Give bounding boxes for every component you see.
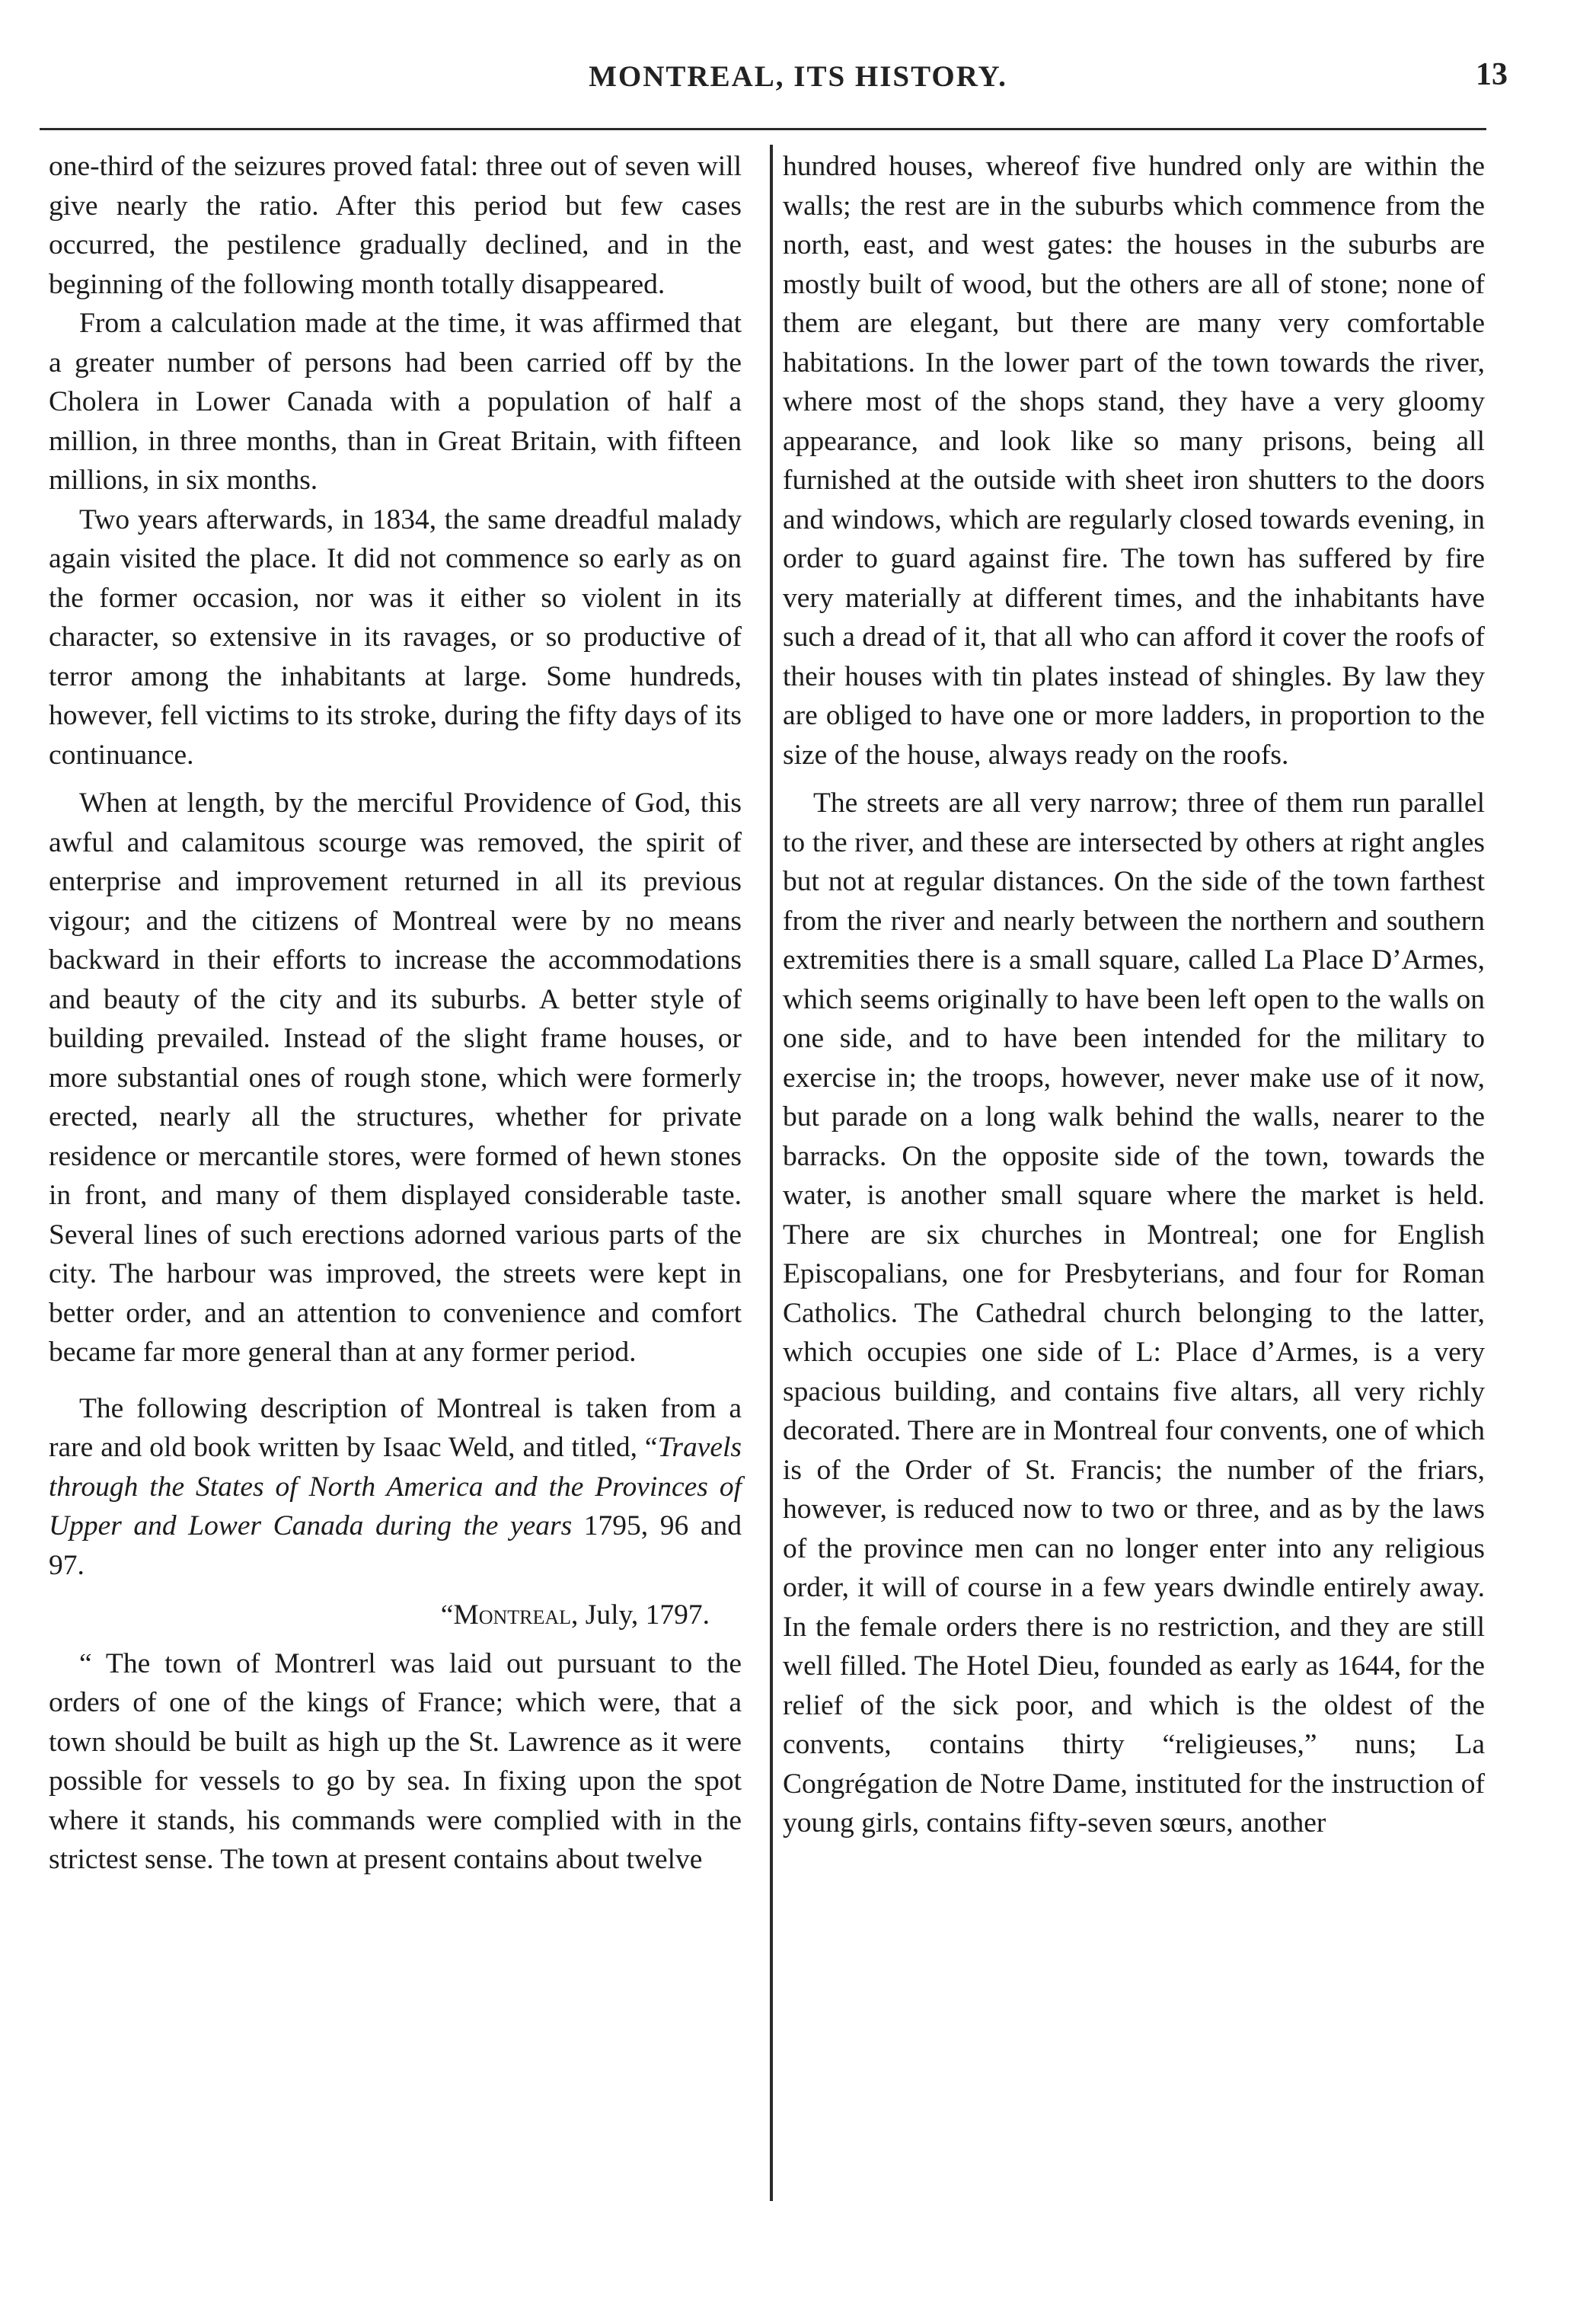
dateline [49,1596,742,1635]
left-column [49,147,742,1880]
book-title: Travels through the States of North America and the Provinces of Upper and Lower Canada during the years [49,1432,742,1541]
paragraph-weld-intro [49,1389,742,1586]
page-title: MONTREAL, ITS HISTORY. [589,60,1007,93]
paragraph-streets: The streets are all very narrow; three of them run parallel to the river, and these are intersected by others at right angles but not at regular distances. On the side of the town farthest from the river and nearly between the northern and southern extremities there is a small square, called La Place D’Armes, which seems originally to have been left open to the walls on one side, and to have been intended for the military to exercise in; the troops, however, never make use of it now, but parade on a long walk behind the walls, nearer to the barracks. On the opposite side of the town, towards the water, is another small square where the market is held. There are six churches in Montreal; one for English Episcopalians, one for Presbyterians, and four for Roman Catholics. The Cathedral church belonging to the latter, which occupies one side of L: Place d’Armes, is a very spacious building, and contains five altars, all very richly decorated. There are in Montreal four convents, one of which is of the Order of St. Francis; the number of the friars, however, is reduced now to two or three, and as by the laws of the province men can no longer enter into any religious order, it will of course in a few years dwindle entirely away. In the female orders there is no restriction, and they are still well filled. The Hotel Dieu, founded as early as 1644, for the relief of the sick poor, and which is the oldest of the convents, contains thirty “religieuses,” nuns; La Congrégation de Notre Dame, instituted for the instruction of young girls, contains fifty-seven sœurs, another [783,787,1485,1839]
dateline-quote: “ [440,1599,454,1631]
column-divider [770,145,773,2201]
paragraph-improvement: When at length, by the merciful Providence of God, this awful and calamitous scourge was removed, the spirit of enterprise and improvement returned in all its previous vigour; and the citizens of Montreal were by no means backward in their efforts to increase the accommodations and beauty of the city and its suburbs. A better style of building prevailed. Instead of the slight frame houses, or more substantial ones of rough stone, which were formerly erected, nearly all the structures, whether for private residence or mercantile stores, were formed of hewn stones in front, and many of them displayed considerable taste. Several lines of such erections adorned various parts of the city. The harbour was improved, the streets were kept in better order, and an attention to convenience and comfort became far more general than at any former period. [49,787,742,1368]
right-column [783,147,1485,1843]
paragraph-calculation: From a calculation made at the time, it was affirmed that a greater number of persons had been carried off by the Cholera in Lower Canada with a population of half a million, in three months, than in Great Britain, with fifteen millions, in six months. [49,308,742,496]
weld-intro-years: 1795, 96 and 97. [49,1510,742,1581]
paragraph-1834: Two years afterwards, in 1834, the same dreadful malady again visited the place. It did not commence so early as on the former occasion, nor was it either so violent in its character, so extensive in its ravages, or so productive of terror among the inhabitants at large. Some hundreds, however, fell victims to its stroke, during the fifty days of its continuance. [49,503,742,771]
dateline-place: Montreal [453,1599,572,1631]
header-rule [40,128,1486,130]
weld-intro-text: The following description of Montreal is taken from a rare and old book written by Isaac Weld, and titled, “ [49,1392,742,1463]
paragraph-houses: hundred houses, whereof five hundred only are within the walls; the rest are in the suburbs which commence from the north, east, and west gates: the houses in the suburbs are mostly built of wood, but the others are all of stone; none of them are elegant, but there are many very comfortable habitations. In the lower part of the town towards the river, where most of the shops stand, they have a very gloomy appearance, and look like so many prisons, being all furnished at the outside with sheet iron shutters to the doors and windows, which are regularly closed towards evening, in order to guard against fire. The town has suffered by fire very materially at different times, and the inhabitants have such a dread of it, that all who can afford it cover the roofs of their houses with tin plates instead of shingles. By law they are obliged to have one or more ladders, in proportion to the size of the house, always ready on the roofs. [783,151,1485,771]
paragraph-cholera-end: one-third of the seizures proved fatal: three out of seven will give nearly the ratio. After this period but few cases occurred, the pestilence gradually declined, and in the beginning of the following month totally disappeared. [49,151,742,300]
dateline-date: , July, 1797. [571,1599,710,1631]
page-number: 13 [1476,57,1508,92]
paragraph-quote-start: “ The town of Montrerl was laid out pursuant to the orders of one of the kings of France; which were, that a town should be built as high up the St. Lawrence as it were possible for vessels to go by sea. In fixing upon the spot where it stands, his commands were complied with in the strictest sense. The town at present contains about twelve [49,1647,742,1875]
